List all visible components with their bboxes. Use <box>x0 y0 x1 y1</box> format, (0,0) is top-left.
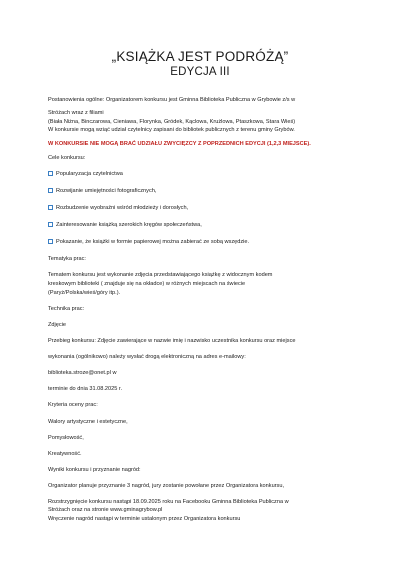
goal-item <box>48 188 370 195</box>
goal-text: Rozbudzenie wyobraźni wśród młodzieży i dorosłych, <box>56 205 189 211</box>
document-subtitle: EDYCJA III <box>170 66 230 78</box>
theme-line-1: Tematem konkursu jest wykonanie zdjęcia przedstawiającego książkę z widocznym kodem <box>48 272 273 278</box>
results-line-1: Organizator planuje przyznanie 3 nagród, jury zostanie powołane przez Organizatora konkursu, <box>48 483 285 489</box>
results-line-4: Wręczenie nagród nastąpi w terminie ustalonym przez Organizatora konkursu <box>48 516 241 522</box>
checkbox-icon <box>48 171 53 176</box>
results-header: Wyniki konkursu i przyznanie nagród: <box>48 467 141 473</box>
theme-header: Tematyka prac: <box>48 256 86 262</box>
goal-text: Zainteresowanie książką szerokich kręgów społeczeństwa, <box>56 222 202 228</box>
goal-text: Pokazanie, że książki w formie papierowej można zabierać ze sobą wszędzie. <box>56 239 250 245</box>
goals-header: Cele konkursu: <box>48 155 86 161</box>
results-line-3: Stróżach oraz na stronie www.gminagrybow.pl <box>48 507 163 513</box>
warning-text: W KONKURSIE NIE MOGĄ BRAĆ UDZIAŁU ZWYCIĘZCY Z POPRZEDNICH EDYCJI (1,2,3 MIEJSCE). <box>48 141 311 147</box>
goal-text: Rozwijanie umiejętności fotograficznych, <box>56 188 157 194</box>
procedure-line-1: Przebieg konkursu: Zdjęcie zawierające w nazwie imię i nazwisko uczestnika konkursu oraz miejsce <box>48 338 296 344</box>
intro-line-4: W konkursie mogą wziąć udział czytelnicy zapisani do bibliotek publicznych z terenu gminy Grybów. <box>48 127 295 133</box>
technique-header: Technika prac: <box>48 306 85 312</box>
intro-line-2: Stróżach wraz z filiami <box>48 110 104 116</box>
criteria-item: Pomysłowość, <box>48 435 84 441</box>
email-address: biblioteka.stroze@onet.pl w <box>48 370 117 376</box>
criteria-item: Walory artystyczne i estetyczne, <box>48 419 128 425</box>
checkbox-icon <box>48 239 53 244</box>
document-title: „KSIĄŻKA JEST PODRÓŻĄ” <box>111 49 289 64</box>
checkbox-icon <box>48 222 53 227</box>
procedure-line-2: wykonania (ogólnikowo) należy wysłać drogą elektroniczną na adres e-mailowy: <box>48 354 246 360</box>
technique-text: Zdjęcie <box>48 322 67 328</box>
goal-item <box>48 222 370 229</box>
intro-line-1: Postanowienia ogólne: Organizatorem konkursu jest Gminna Biblioteka Publiczna w Grybowie z/s w <box>48 97 296 103</box>
theme-line-3: (Paryż/Polska/wieś/góry itp.). <box>48 290 121 296</box>
intro-line-3: (Biała Niżna, Binczarowa, Cieniawa, Florynka, Gródek, Kąclowa, Krużlowa, Ptaszkowa, Stara Wieś) <box>48 119 296 125</box>
deadline-text: terminie do dnia 31.08.2025 r. <box>48 386 123 392</box>
criteria-header: Kryteria oceny prac: <box>48 402 98 408</box>
goal-item <box>48 205 370 212</box>
theme-line-2: kreskowym biblioteki ( znajduje się na okładce) w różnych miejscach na świecie <box>48 281 246 287</box>
results-line-2: Rozstrzygnięcie konkursu nastąpi 18.09.2025 roku na Facebooku Gminna Biblioteka Publiczna w <box>48 499 289 505</box>
goal-item <box>48 239 370 246</box>
goal-text: Popularyzacja czytelnictwa <box>56 171 123 177</box>
checkbox-icon <box>48 188 53 193</box>
goal-item <box>48 171 370 178</box>
criteria-item: Kreatywność. <box>48 451 82 457</box>
checkbox-icon <box>48 205 53 210</box>
